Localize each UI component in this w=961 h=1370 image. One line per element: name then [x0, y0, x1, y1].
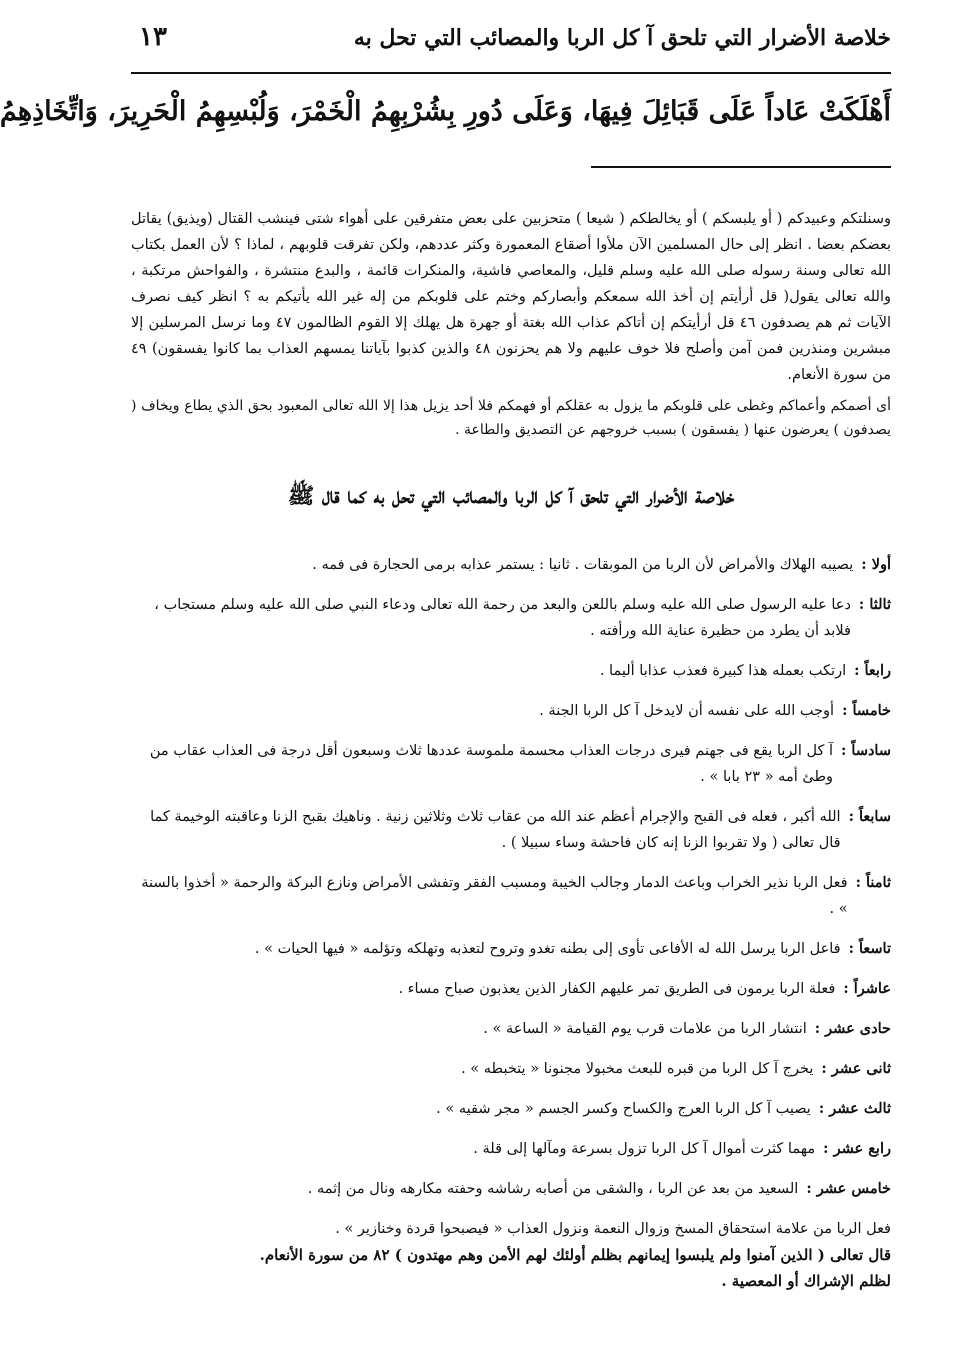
header-rule [131, 72, 891, 74]
item-text: فعلة الربا يرمون فى الطريق تمر عليهم الكفار الذين يعذبون صباح مساء . [398, 981, 836, 997]
harms-list [131, 552, 891, 1202]
list-item [131, 592, 891, 644]
running-title: خلاصة الأضرار التي تلحق آ كل الربا والمصائب التي تحل به [353, 25, 891, 51]
item-text: انتشار الربا من علامات قرب يوم القيامة « الساعة » . [483, 1021, 807, 1037]
item-number: ثامناً : [855, 874, 891, 891]
closing-line: لظلم الإشراك أو المعصية . [721, 1272, 891, 1290]
item-number: خامساً : [842, 702, 891, 719]
item-number: حادى عشر : [814, 1020, 891, 1037]
commentary-paragraph: وسنلتكم وعبيدكم ( أو يلبسكم ) أو يخالطكم ( شيعا ) متحزبين على بعض متفرقين على أهواء شتى فينشب القتال (ويذيق) يقاتل بعضكم بعضا . انظر إلى حال المسلمين الآن ملأوا أصقاع المعمورة وكثر عددهم، ولكن تفرقت قلوبهم ، لماذا ؟ لأن العمل بكتاب الله تعالى وسنة رسوله صلى الله عليه وسلم قليل، والمعاصي فاشية، والمنكرات قائمة ، والبدع منتشرة ، والفواحش مرتكبة ، والله تعالى يقول( قل أرأيتم إن أخذ الله سمعكم وأبصاركم وختم على قلوبكم من إله غير الله يأتيكم به ؟ انظر كيف نصرف الآيات ثم هم يصدفون ٤٦ قل أرأيتكم إن أتاكم عذاب الله بغتة أو جهرة هل يهلك إلا القوم الظالمون ٤٧ وما نرسل المرسلين إلا مبشرين ومنذرين فمن آمن وأصلح فلا خوف عليهم ولا هم يحزنون ٤٨ والذين كذبوا بآياتنا يمسهم العذاب بما كانوا يفسقون) ٤٩ من سورة الأنعام. [131, 211, 891, 383]
list-item [131, 1136, 891, 1162]
item-number: سادساً : [841, 742, 891, 759]
commentary-paragraph: أى أصمكم وأعماكم وغطى على قلوبكم ما يزول به عقلكم أو فهمكم فلا أحد يزيل هذا إلا الله تعالى المعبود بحق الذي يطاع ويخاف ( يصدفون ) يعرضون عنها ( يفسقون ) بسبب خروجهم عن التصديق والطاعة . [131, 398, 891, 438]
list-item [131, 738, 891, 790]
item-text: يصيبه الهلاك والأمراض لأن الربا من الموبقات . ثانيا : يستمر عذابه برمى الحجارة فى فمه . [312, 557, 854, 573]
list-item [131, 1016, 891, 1042]
list-item [131, 870, 891, 922]
item-text: يخرج آ كل الربا من قبره للبعث مخبولا مجنونا « يتخبطه » . [461, 1061, 814, 1077]
list-item [131, 552, 891, 578]
item-number: ثالثا : [858, 596, 891, 613]
item-text: يصيب آ كل الربا العرج والكساح وكسر الجسم « مجر شقيه » . [436, 1101, 811, 1117]
list-item [131, 698, 891, 724]
list-item [131, 804, 891, 856]
footnote-divider [591, 166, 891, 168]
item-number: ثانى عشر : [821, 1060, 891, 1077]
hadith-verse: أَهْلَكَتْ عَاداً عَلَى قَبَائِلَ فِيهَا، وَعَلَى دُورِ بِشُرْبِهِمُ الْخَمْرَ، وَلُبْسِهِمُ الْحَرِيرَ، وَاتِّخَاذِهِمُ [0, 96, 891, 127]
list-item [131, 1056, 891, 1082]
item-number: سابعاً : [848, 808, 891, 825]
item-number: عاشراً : [843, 980, 891, 997]
list-item [131, 1096, 891, 1122]
closing-lines [131, 1216, 891, 1294]
list-item [131, 936, 891, 962]
list-item [131, 658, 891, 684]
section-heading: خلاصة الأضرار التي تلحق آ كل الربا والمصائب التي تحل به كما قال ﷺ [287, 483, 735, 509]
item-text: مهما كثرت أموال آ كل الربا تزول بسرعة ومآلها إلى قلة . [473, 1141, 816, 1157]
item-text: فعل الربا نذير الخراب وباعث الدمار وجالب الخيبة ومسبب الفقر وتفشى الأمراض ونازع البركة والرحمة « أخذوا بالسنة » . [141, 875, 848, 917]
closing-line: قال تعالى ( الذين آمنوا ولم يلبسوا إيمانهم بظلم أولئك لهم الأمن وهم مهتدون ) ٨٢ من سورة الأنعام. [259, 1246, 891, 1264]
item-text: ارتكب بعمله هذا كبيرة فعذب عذابا أليما . [599, 663, 847, 679]
page-header [131, 22, 891, 66]
item-number: ثالث عشر : [818, 1100, 891, 1117]
divider-wrap [131, 132, 891, 206]
page-number: ١٣ [139, 22, 167, 52]
item-number: رابعاً : [854, 662, 891, 679]
list-item [131, 976, 891, 1002]
item-text: فاعل الربا يرسل الله له الأفاعى تأوى إلى بطنه تغدو وتروح لتعذبه وتهلكه وتؤلمه « فيها الحيات » . [254, 941, 841, 957]
item-number: أولا : [861, 556, 891, 573]
item-text: دعا عليه الرسول صلى الله عليه وسلم باللعن والبعد من رحمة الله تعالى ودعاء النبي صلى الله عليه وسلم مستجاب ، فلابد أن يطرد من حظيرة عناية الله ورأفته . [154, 597, 851, 639]
item-text: أوجب الله على نفسه أن لايدخل آ كل الربا الجنة . [539, 703, 835, 719]
item-text: الله أكبر ، فعله فى القبح والإجرام أعظم عند الله من عقاب ثلاث وثلاثين زنية . وناهيك بقبح الزنا وعاقبته الوخيمة كما قال تعالى ( ولا تقربوا الزنا إنه كان فاحشة وساء سبيلا ) . [150, 809, 841, 851]
item-number: رابع عشر : [823, 1140, 891, 1157]
item-text: آ كل الربا يقع فى جهنم فيرى درجات العذاب محسمة ملموسة عددها ثلاث وسبعون أقل درجة فى العذاب عقاب من وطئ أمه « ٢٣ بابا » . [149, 743, 833, 785]
item-number: خامس عشر : [806, 1180, 891, 1197]
item-text: السعيد من بعد عن الربا ، والشقى من أصابه رشاشه وحفته مكارهه ونال من إثمه . [307, 1181, 799, 1197]
closing-line: فعل الربا من علامة استحقاق المسخ وزوال النعمة ونزول العذاب « فيصبحوا قردة وخنازير » . [335, 1221, 891, 1237]
list-item [131, 1176, 891, 1202]
item-number: تاسعاً : [848, 940, 891, 957]
